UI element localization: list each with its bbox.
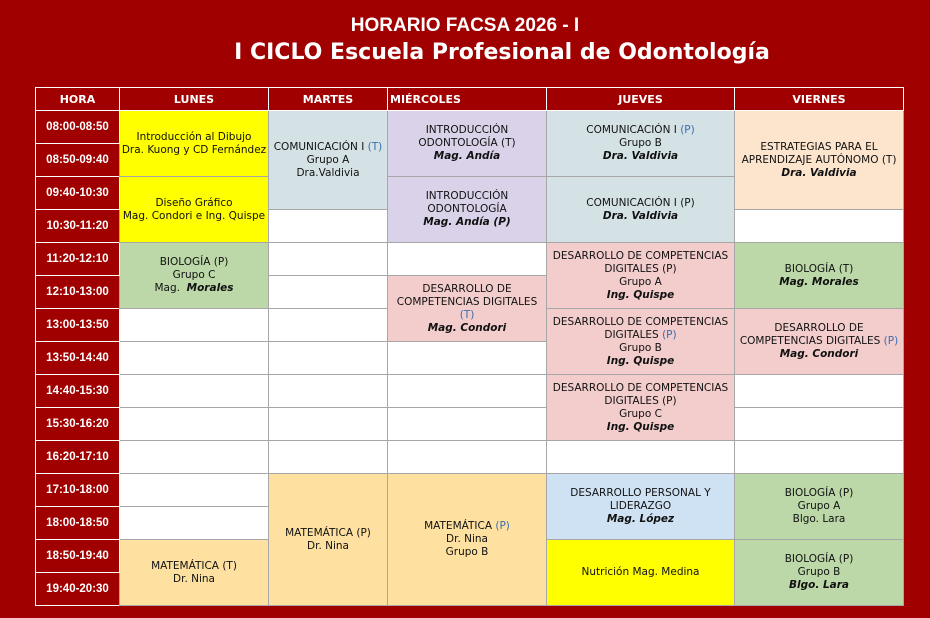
course-tag: (P) <box>680 124 695 136</box>
col-header-martes: MARTES <box>269 88 388 111</box>
page-subtitle: I CICLO Escuela Profesional de Odontología <box>234 40 770 65</box>
course-group: Grupo B <box>445 546 489 558</box>
table-row <box>36 474 904 507</box>
empty-cell <box>735 375 904 408</box>
hour-cell: 14:40-15:30 <box>36 375 120 408</box>
hour-cell: 13:50-14:40 <box>36 342 120 375</box>
course-cell <box>547 375 735 441</box>
course-teacher: Mag. Condori e Ing. Quispe <box>122 209 266 222</box>
empty-cell <box>120 474 269 507</box>
course-name: INTRODUCCIÓN <box>425 124 509 136</box>
course-group: Grupo B <box>797 566 841 578</box>
course-name: BIOLOGÍA (T) <box>784 262 854 275</box>
page-title: HORARIO FACSA 2026 - I <box>350 15 580 36</box>
course-name: ODONTOLOGÍA (T) <box>418 137 516 149</box>
course-name: MATEMÁTICA (P) <box>285 526 371 539</box>
course-name: BIOLOGÍA (P) <box>784 487 854 499</box>
col-header-jueves: JUEVES <box>547 88 735 111</box>
table-row <box>36 441 904 474</box>
course-cell <box>547 243 735 309</box>
course-cell <box>120 540 269 606</box>
course-group: Grupo C <box>172 269 216 281</box>
course-teacher: Dr. Nina <box>446 533 488 545</box>
course-teacher: Dr. Nina <box>307 539 349 552</box>
table-row <box>36 111 904 144</box>
course-name: DIGITALES <box>604 328 659 341</box>
hour-cell: 08:00-08:50 <box>36 111 120 144</box>
empty-cell <box>388 342 547 375</box>
course-teacher: Dra. Kuong y CD Fernández <box>121 143 267 156</box>
empty-cell <box>388 408 547 441</box>
course-name: Introducción al Dibujo <box>136 130 252 143</box>
course-cell <box>547 474 735 540</box>
course-cell <box>735 540 904 606</box>
course-name: DIGITALES (P) <box>604 394 677 407</box>
empty-cell <box>269 375 388 408</box>
course-teacher: Mag. Andía <box>433 150 501 162</box>
course-teacher: Mag. López <box>606 513 675 525</box>
course-teacher: Mag. Morales <box>779 275 859 288</box>
table-row <box>36 375 904 408</box>
hour-cell: 08:50-09:40 <box>36 144 120 177</box>
course-cell <box>269 474 388 606</box>
empty-cell <box>269 309 388 342</box>
empty-cell <box>735 441 904 474</box>
empty-cell <box>269 276 388 309</box>
course-cell <box>735 474 904 540</box>
course-tag: (T) <box>459 308 475 321</box>
course-cell <box>120 177 269 243</box>
course-cell <box>120 243 269 309</box>
empty-cell <box>735 210 904 243</box>
course-name: MATEMÁTICA (T) <box>151 559 237 572</box>
course-cell <box>735 111 904 210</box>
course-teacher: Mag. Condori <box>779 348 859 360</box>
course-name: ESTRATEGIAS PARA EL <box>760 140 878 153</box>
course-name: COMPETENCIAS DIGITALES <box>396 295 538 308</box>
empty-cell <box>269 210 388 243</box>
course-group: Grupo A <box>619 275 662 288</box>
course-name: DESARROLLO DE COMPETENCIAS <box>552 315 729 328</box>
table-row <box>36 243 904 276</box>
course-group: Grupo C <box>619 407 662 420</box>
course-cell <box>388 177 547 243</box>
course-teacher: Ing. Quispe <box>606 288 675 301</box>
empty-cell <box>269 243 388 276</box>
course-cell <box>269 111 388 210</box>
course-name: LIDERAZGO <box>609 500 672 512</box>
empty-cell <box>388 243 547 276</box>
empty-cell <box>269 408 388 441</box>
course-name: DESARROLLO DE COMPETENCIAS <box>552 381 729 394</box>
hour-cell: 17:10-18:00 <box>36 474 120 507</box>
course-name: Diseño Gráfico <box>155 196 233 209</box>
hour-cell: 10:30-11:20 <box>36 210 120 243</box>
course-name: APRENDIZAJE AUTÓNOMO (T) <box>741 153 897 166</box>
course-tag: (P) <box>495 520 510 532</box>
course-tag: (P) <box>662 328 677 341</box>
empty-cell <box>120 375 269 408</box>
hour-cell: 12:10-13:00 <box>36 276 120 309</box>
course-name: DESARROLLO PERSONAL Y <box>570 487 711 499</box>
course-name: DIGITALES (P) <box>604 262 677 275</box>
hour-cell: 19:40-20:30 <box>36 573 120 606</box>
course-name: BIOLOGÍA (P) <box>784 553 854 565</box>
course-teacher: Mag. Condori <box>427 321 507 334</box>
empty-cell <box>388 375 547 408</box>
empty-cell <box>120 441 269 474</box>
empty-cell <box>269 441 388 474</box>
course-tag: (T) <box>367 140 383 153</box>
course-teacher: Ing. Quispe <box>606 354 675 367</box>
hour-cell: 15:30-16:20 <box>36 408 120 441</box>
empty-cell <box>269 342 388 375</box>
course-group: Grupo B <box>619 137 662 149</box>
course-name: COMUNICACIÓN I <box>273 140 365 153</box>
empty-cell <box>388 441 547 474</box>
hour-cell: 13:00-13:50 <box>36 309 120 342</box>
hour-cell: 11:20-12:10 <box>36 243 120 276</box>
empty-cell <box>547 441 735 474</box>
empty-cell <box>120 309 269 342</box>
course-teacher: Blgo. Lara <box>792 513 846 525</box>
empty-cell <box>120 342 269 375</box>
table-row <box>36 408 904 441</box>
course-name: DESARROLLO DE <box>422 282 512 295</box>
course-name: INTRODUCCIÓN <box>425 190 509 202</box>
schedule-table <box>35 87 904 606</box>
course-tag: (P) <box>883 335 899 347</box>
course-cell <box>547 177 735 243</box>
header-row <box>36 88 904 111</box>
course-cell <box>388 276 547 342</box>
hour-cell: 18:50-19:40 <box>36 540 120 573</box>
col-header-hora: HORA <box>36 88 120 111</box>
course-teacher: Dra.Valdivia <box>296 166 360 179</box>
course-cell <box>547 540 735 606</box>
course-name: COMUNICACIÓN I (P) <box>586 196 695 209</box>
course-teacher: Mag. <box>154 282 180 294</box>
empty-cell <box>120 408 269 441</box>
course-teacher: Dra. Valdivia <box>602 209 679 222</box>
course-group: Grupo B <box>619 341 662 354</box>
course-group: Grupo A <box>306 153 350 166</box>
course-teacher: Ing. Quispe <box>606 420 675 433</box>
course-cell <box>388 474 547 606</box>
hour-cell: 09:40-10:30 <box>36 177 120 210</box>
course-teacher: Morales <box>186 282 234 294</box>
course-name: MATEMÁTICA <box>424 520 493 532</box>
course-cell <box>547 111 735 177</box>
course-teacher: Blgo. Lara <box>788 579 850 591</box>
course-teacher: Dra. Valdivia <box>781 166 857 179</box>
hour-cell: 18:00-18:50 <box>36 507 120 540</box>
course-name: Nutrición Mag. Medina <box>581 566 700 578</box>
empty-cell <box>120 507 269 540</box>
empty-cell <box>735 408 904 441</box>
course-name: DESARROLLO DE <box>774 322 864 334</box>
course-cell <box>735 243 904 309</box>
course-cell <box>388 111 547 177</box>
course-name: COMUNICACIÓN I <box>586 124 677 136</box>
course-cell <box>547 309 735 375</box>
course-teacher: Mag. Andía (P) <box>423 216 511 228</box>
course-cell <box>120 111 269 177</box>
course-name: ODONTOLOGÍA <box>427 203 507 215</box>
col-header-miercoles: MIÉRCOLES <box>388 88 547 111</box>
course-name: DESARROLLO DE COMPETENCIAS <box>552 249 729 262</box>
course-name: COMPETENCIAS DIGITALES <box>739 335 881 347</box>
course-teacher: Dra. Valdivia <box>602 150 679 162</box>
hour-cell: 16:20-17:10 <box>36 441 120 474</box>
course-name: BIOLOGÍA (P) <box>159 256 229 268</box>
col-header-lunes: LUNES <box>120 88 269 111</box>
course-group: Grupo A <box>797 500 841 512</box>
col-header-viernes: VIERNES <box>735 88 904 111</box>
course-cell <box>735 309 904 375</box>
course-teacher: Dr. Nina <box>173 572 215 585</box>
